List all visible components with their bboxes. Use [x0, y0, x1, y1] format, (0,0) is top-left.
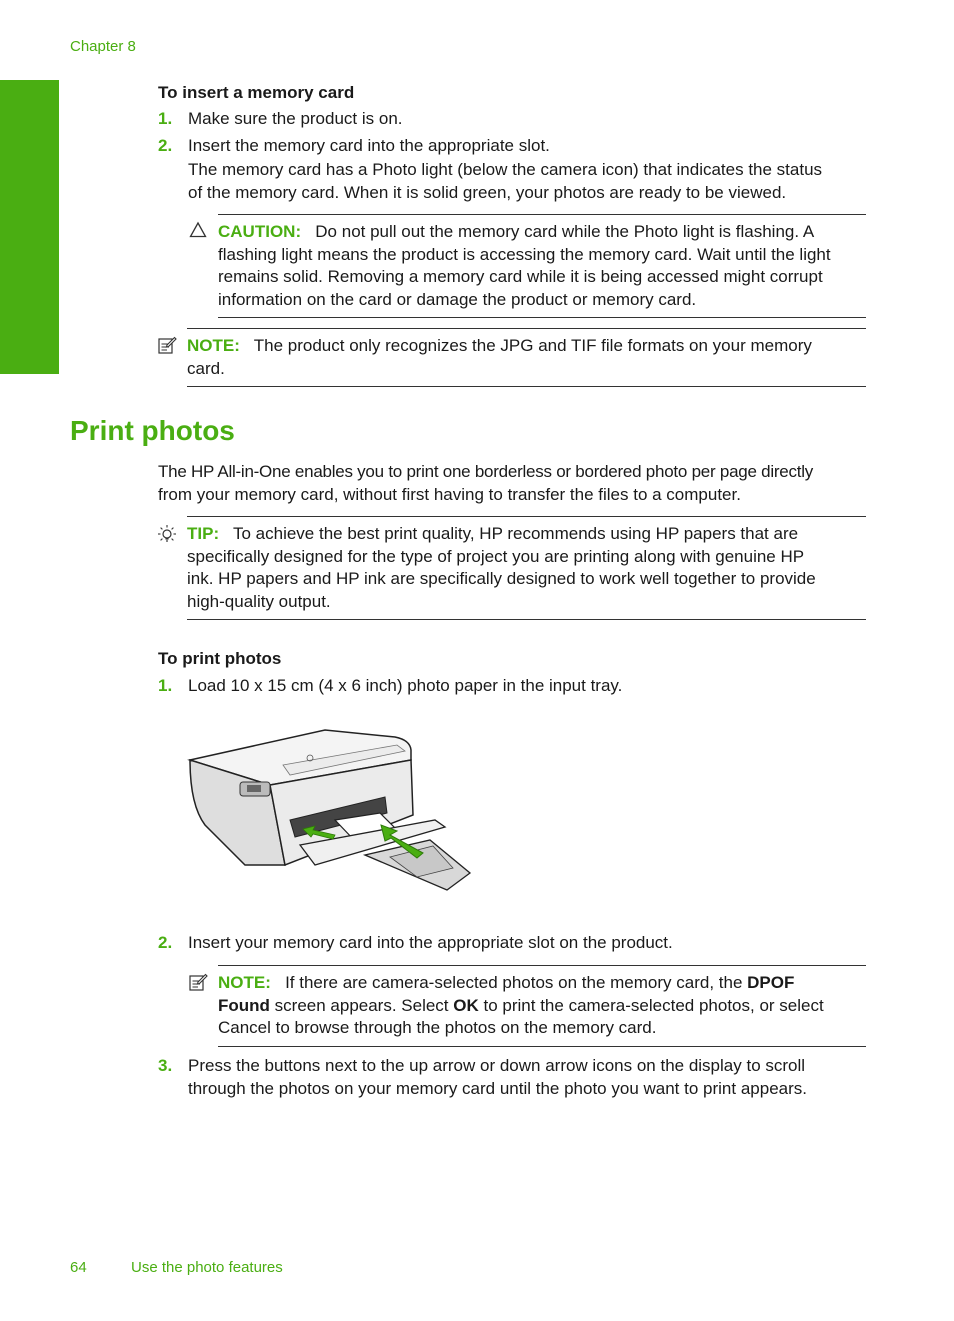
- list-item: [158, 108, 868, 131]
- note-emphasis: Found: [218, 995, 270, 1015]
- note-label: NOTE:: [187, 336, 240, 355]
- divider: [187, 619, 866, 620]
- tip-label: TIP:: [187, 524, 220, 543]
- note-text: card.: [187, 358, 225, 378]
- footer-section: Use the photo features: [131, 1259, 283, 1276]
- note-block: [187, 335, 877, 380]
- caution-text: information on the card or damage the product or memory card.: [218, 289, 697, 309]
- intro-paragraph: [158, 461, 878, 506]
- print-photos-heading: To print photos: [158, 649, 282, 668]
- divider: [218, 1046, 866, 1047]
- page-number: 64: [70, 1259, 87, 1276]
- step-text: Insert your memory card into the appropriate slot on the product.: [188, 933, 673, 952]
- printer-illustration: [185, 725, 480, 900]
- step-number: 1.: [158, 109, 173, 128]
- caution-block: [218, 221, 878, 311]
- lightbulb-icon: [156, 524, 178, 546]
- detail-line: of the memory card. When it is solid green, your photos are ready to be viewed.: [188, 182, 787, 202]
- side-tab-label: Photos: [37, 395, 53, 441]
- note-text: Cancel to browse through the photos on the memory card.: [218, 1018, 657, 1037]
- side-tab: [0, 80, 59, 441]
- caution-label: CAUTION:: [218, 222, 302, 241]
- step-number: 3.: [158, 1056, 173, 1075]
- tip-text: To achieve the best print quality, HP recommends using HP papers that are: [232, 524, 799, 543]
- step-number: 2.: [158, 136, 173, 155]
- divider: [187, 386, 866, 387]
- divider: [187, 516, 866, 517]
- note-pencil-icon: [188, 972, 208, 992]
- note-text: If there are camera-selected photos on the memory card, the: [285, 973, 743, 992]
- list-item: [158, 1055, 878, 1100]
- step-number: 2.: [158, 933, 173, 952]
- tip-text: specifically designed for the type of project you are printing along with genuine HP: [187, 546, 805, 566]
- section-title: Print photos: [70, 415, 235, 446]
- note-text: to print the camera-selected photos, or select: [483, 995, 824, 1015]
- step-text: Insert the memory card into the appropriate slot.: [188, 136, 550, 155]
- detail-line: The memory card has a Photo light (below the camera icon) that indicates the status: [188, 160, 823, 179]
- step-detail: [188, 159, 878, 204]
- note-text: The product only recognizes the JPG and TIF file formats on your memory: [253, 336, 812, 355]
- caution-text: flashing light means the product is accessing the memory card. Wait until the light: [218, 244, 831, 264]
- tip-text: ink. HP papers and HP ink are specifically designed to work well together to provide: [187, 569, 816, 588]
- caution-triangle-icon: [189, 221, 207, 239]
- note-pencil-icon: [157, 335, 177, 355]
- note-block: [218, 972, 878, 1040]
- intro-line: The HP All-in-One enables you to print one borderless or bordered photo per page directly: [158, 462, 814, 481]
- step-line: Press the buttons next to the up arrow or down arrow icons on the display to scroll: [188, 1056, 806, 1075]
- chapter-label: Chapter 8: [70, 38, 136, 55]
- tip-block: [187, 523, 877, 613]
- step-number: 1.: [158, 676, 173, 695]
- list-item: [158, 932, 868, 955]
- divider: [218, 965, 866, 966]
- tip-text: high-quality output.: [187, 591, 331, 611]
- list-item: [158, 675, 868, 698]
- step-line: through the photos on your memory card until the photo you want to print appears.: [188, 1078, 807, 1098]
- step-text: [188, 1055, 878, 1100]
- step-text: Load 10 x 15 cm (4 x 6 inch) photo paper in the input tray.: [188, 676, 623, 695]
- note-text: screen appears. Select: [274, 995, 449, 1015]
- divider: [218, 214, 866, 215]
- divider: [187, 328, 866, 329]
- caution-text: remains solid. Removing a memory card while it is being accessed might corrupt: [218, 267, 823, 286]
- intro-line: from your memory card, without first having to transfer the files to a computer.: [158, 484, 741, 504]
- divider: [218, 317, 866, 318]
- step-text: Make sure the product is on.: [188, 109, 403, 128]
- note-emphasis: OK: [453, 995, 479, 1015]
- note-label: NOTE:: [218, 973, 271, 992]
- list-item: [158, 135, 868, 158]
- insert-card-heading: To insert a memory card: [158, 83, 355, 102]
- caution-text: Do not pull out the memory card while the Photo light is flashing. A: [315, 222, 815, 241]
- note-emphasis: DPOF: [747, 973, 795, 992]
